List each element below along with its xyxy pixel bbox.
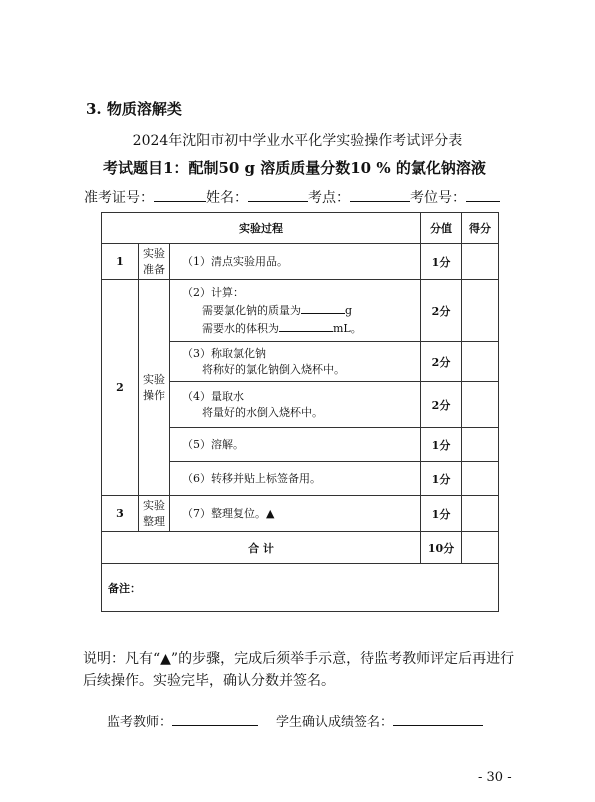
subline-text: 需要水的体积为 xyxy=(202,321,279,335)
student-signature-field[interactable] xyxy=(393,712,483,726)
name-field[interactable] xyxy=(248,187,308,202)
mass-fill-field[interactable] xyxy=(301,301,345,314)
step-got-field[interactable] xyxy=(462,280,499,342)
step-got-field[interactable] xyxy=(462,462,499,496)
stage-line: 实验 xyxy=(143,498,165,512)
step-score: 2分 xyxy=(421,280,462,342)
step-score: 1分 xyxy=(421,428,462,462)
total-row xyxy=(102,532,499,564)
step-score: 1分 xyxy=(421,462,462,496)
step-subline: 将称好的氯化钠倒入烧杯中。 xyxy=(202,362,345,376)
stage-line: 整理 xyxy=(143,514,165,528)
subline-unit: mL。 xyxy=(333,321,362,335)
candidate-info-row xyxy=(84,187,500,207)
step-got-field[interactable] xyxy=(462,382,499,428)
step-cell xyxy=(170,342,421,382)
section-title: 3. 物质溶解类 xyxy=(86,100,182,118)
step-got-field[interactable] xyxy=(462,342,499,382)
step-text: （3）称取氯化钠 xyxy=(182,346,266,360)
step-score: 1分 xyxy=(421,496,462,532)
step-text: （6）转移并贴上标签备用。 xyxy=(170,462,421,496)
subline-unit: g xyxy=(345,303,353,317)
step-text: （4）量取水 xyxy=(182,389,244,403)
score-table xyxy=(101,212,499,612)
step-score: 2分 xyxy=(421,382,462,428)
group-stage xyxy=(139,244,170,280)
header-score: 分值 xyxy=(421,213,462,244)
exam-number-label: 准考证号： xyxy=(84,190,154,206)
note-label: 备注： xyxy=(102,564,499,612)
stage-line: 操作 xyxy=(143,388,165,402)
group-number: 2 xyxy=(102,280,139,496)
group-number: 1 xyxy=(102,244,139,280)
step-cell xyxy=(170,382,421,428)
table-row xyxy=(102,244,499,280)
group-stage xyxy=(139,280,170,496)
subline-text: 需要氯化钠的质量为 xyxy=(202,303,301,317)
table-row xyxy=(102,280,499,342)
stage-line: 准备 xyxy=(143,262,165,276)
step-subline xyxy=(182,319,420,337)
table-row xyxy=(102,496,499,532)
exam-topic: 考试题目1：配制50 g 溶质质量分数10 % 的氯化钠溶液 xyxy=(103,159,486,177)
step-text: （2）计算： xyxy=(182,285,244,299)
site-label: 考点： xyxy=(308,190,350,206)
total-got-field[interactable] xyxy=(462,532,499,564)
total-score: 10分 xyxy=(421,532,462,564)
step-score: 1分 xyxy=(421,244,462,280)
proctor-signature-field[interactable] xyxy=(172,712,258,726)
total-label: 合 计 xyxy=(102,532,421,564)
step-subline: 将量好的水倒入烧杯中。 xyxy=(202,405,323,419)
step-cell xyxy=(170,280,421,342)
seat-label: 考位号： xyxy=(410,190,466,206)
note-row xyxy=(102,564,499,612)
step-subline xyxy=(182,301,420,319)
step-text: （7）整理复位。▲ xyxy=(170,496,421,532)
group-stage xyxy=(139,496,170,532)
signature-row xyxy=(107,711,483,730)
header-got: 得分 xyxy=(462,213,499,244)
instructions-text: 说明：凡有“▲”的步骤，完成后须举手示意，待监考教师评定后再进行后续操作。实验完毕，确认分数并签名。 xyxy=(83,651,515,689)
name-label: 姓名： xyxy=(206,190,248,206)
table-header-row xyxy=(102,213,499,244)
site-field[interactable] xyxy=(350,187,410,202)
proctor-label: 监考教师： xyxy=(107,715,173,730)
step-score: 2分 xyxy=(421,342,462,382)
group-number: 3 xyxy=(102,496,139,532)
seat-field[interactable] xyxy=(466,187,500,202)
document-title: 2024年沈阳市初中学业水平化学实验操作考试评分表 xyxy=(132,133,463,149)
step-text: （1）清点实验用品。 xyxy=(170,244,421,280)
stage-line: 实验 xyxy=(143,246,165,260)
header-process: 实验过程 xyxy=(102,213,421,244)
step-got-field[interactable] xyxy=(462,496,499,532)
student-signature-label: 学生确认成绩签名： xyxy=(276,715,394,730)
exam-number-field[interactable] xyxy=(154,187,206,202)
stage-line: 实验 xyxy=(143,372,165,386)
step-got-field[interactable] xyxy=(462,428,499,462)
page-number: - 30 - xyxy=(478,770,512,785)
step-got-field[interactable] xyxy=(462,244,499,280)
step-text: （5）溶解。 xyxy=(170,428,421,462)
volume-fill-field[interactable] xyxy=(279,319,333,332)
